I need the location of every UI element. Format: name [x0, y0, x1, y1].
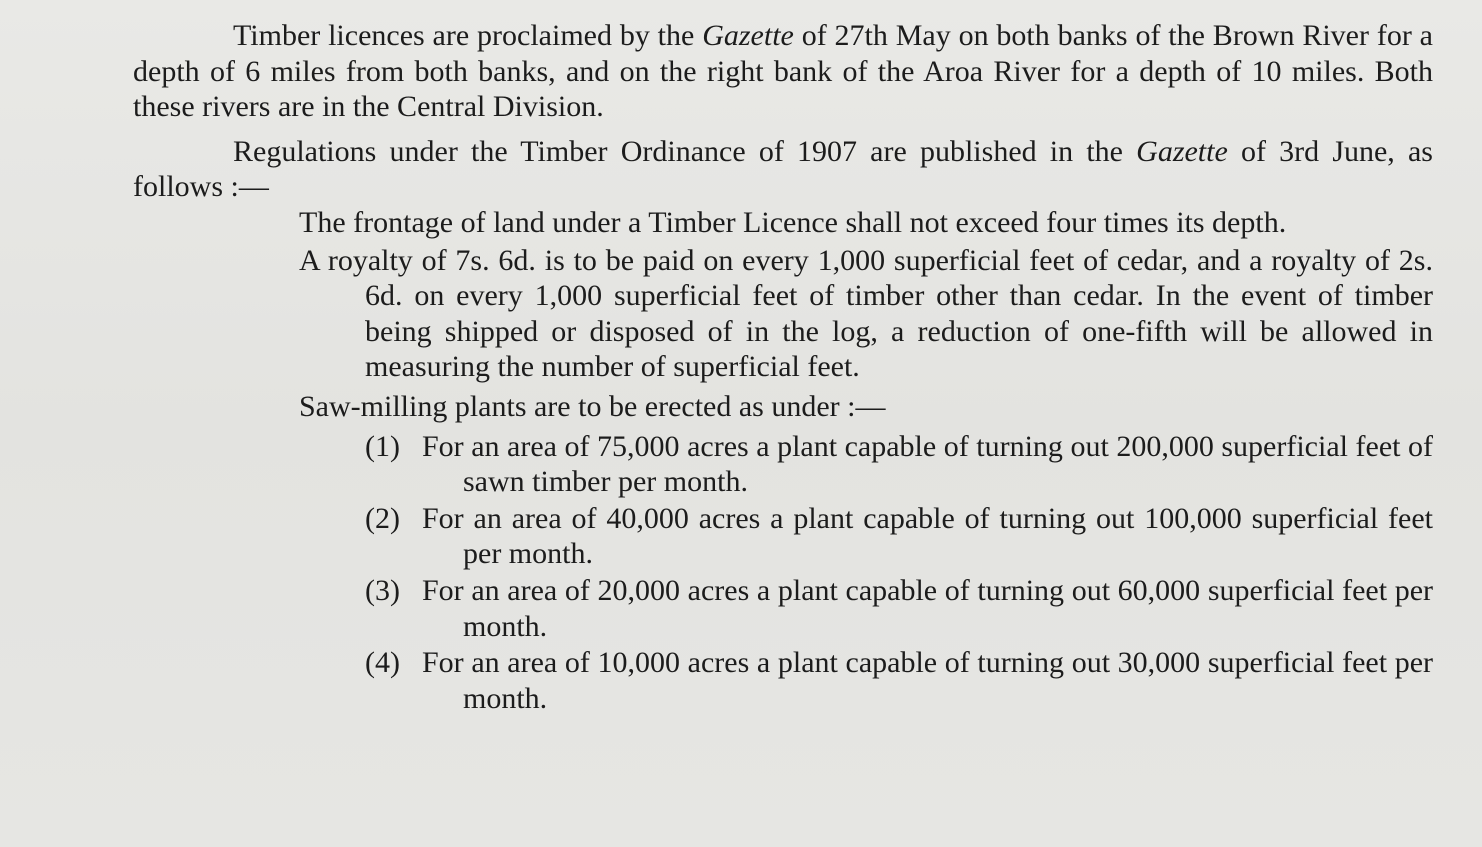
list-item-number: (2) — [365, 501, 400, 535]
list-item-number: (1) — [365, 429, 400, 463]
list-item — [133, 573, 1433, 644]
regulation-frontage: The frontage of land under a Timber Licence shall not exceed four times its depth. — [299, 205, 1287, 239]
paragraph2-before: Regulations under the Timber Ordinance of 1907 are published in the — [233, 134, 1137, 168]
document-body — [133, 18, 1433, 717]
paragraph-regulations-intro — [133, 134, 1433, 205]
list-item-number: (3) — [365, 573, 400, 607]
list-item-text: For an area of 10,000 acres a plant capable of turning out 30,000 superficial feet per month. — [422, 646, 1433, 715]
paragraph-timber-licences — [133, 18, 1433, 125]
list-item-text: For an area of 40,000 acres a plant capable of turning out 100,000 superficial feet per month. — [422, 501, 1433, 571]
regulation-royalty: A royalty of 7s. 6d. is to be paid on every 1,000 superficial feet of cedar, and a royalty of 2s. 6d. on every 1,000 superficial feet of timber other than cedar. In the event of timber being shipped or disposed of in the log, a reduction of one-fifth will be allowed in measuring the number of superficial feet. — [299, 243, 1433, 384]
paragraph1-after: of 27th May on both banks of the Brown River for a depth of 6 miles from both banks, and on the right bank of the Aroa River for a depth of 10 miles. Both these rivers are in the Central Division. — [133, 19, 1433, 124]
sawmill-heading: Saw-milling plants are to be erected as under :— — [299, 389, 886, 423]
list-item-number: (4) — [365, 646, 400, 680]
list-item — [133, 645, 1433, 716]
list-item — [133, 429, 1433, 500]
list-item — [133, 501, 1433, 572]
gazette-italic: Gazette — [1136, 134, 1228, 168]
sawmill-list — [133, 429, 1433, 717]
gazette-italic: Gazette — [702, 19, 794, 52]
paragraph2-after: of 3rd June, as follows :— — [133, 134, 1433, 204]
list-item-text: For an area of 20,000 acres a plant capable of turning out 60,000 superficial feet per month. — [422, 573, 1433, 643]
list-item-text: For an area of 75,000 acres a plant capable of turning out 200,000 superficial feet of sawn timber per month. — [422, 429, 1433, 499]
paragraph1-before: Timber licences are proclaimed by the — [233, 19, 703, 52]
